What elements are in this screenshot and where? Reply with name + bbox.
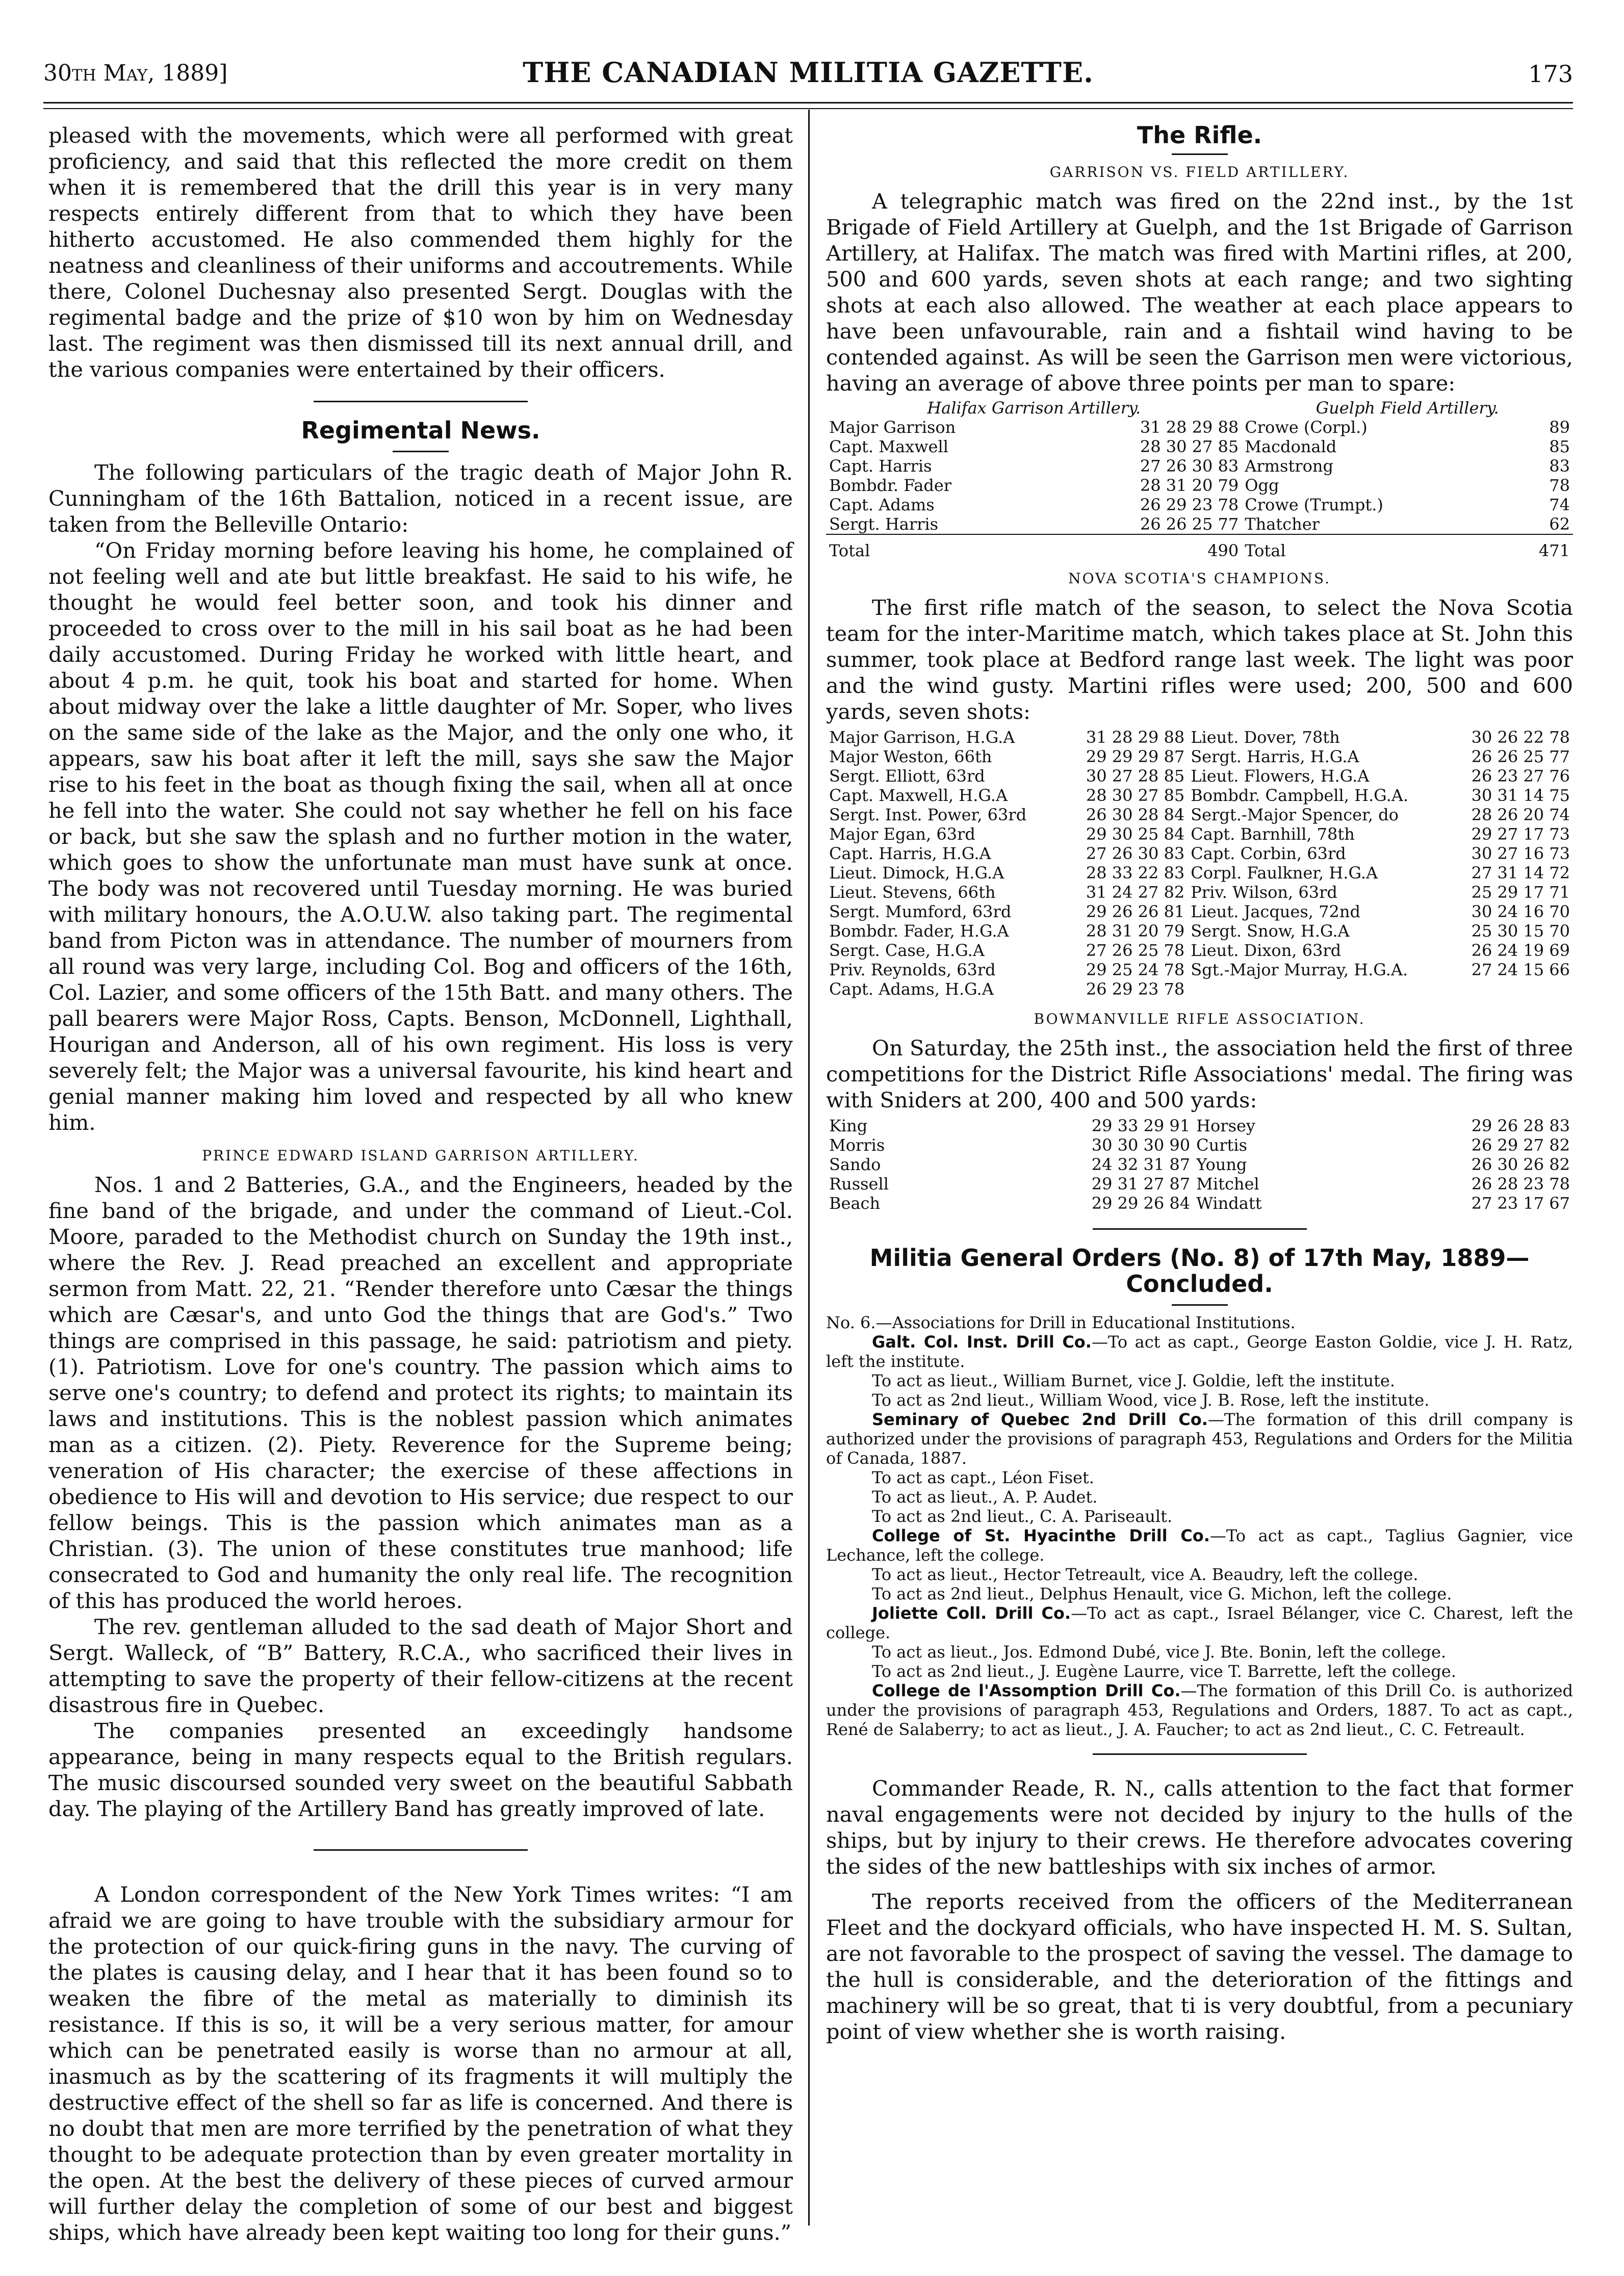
match2-score-table [826, 728, 1573, 999]
shooter-score: 26 24 19 69 [1471, 941, 1570, 960]
page-number: 173 [1528, 60, 1573, 88]
order-line: To act as lieut., A. P. Audet. [872, 1487, 1098, 1507]
intro-paragraph: pleased with the movements, which were all performed with great proficiency, and said that this reflected the more credit on them when it is remembered that the drill this year is in very many respects entirely different from that to which they have been hitherto accustomed. He also commended them highly for the neatness and cleanliness of their uniforms and accoutrements. While there, Colonel Duchesnay also presented Sergt. Douglas with the regimental badge and the prize of $10 won by him on Wednesday last. The regiment was then dismissed till its next annual drill, and the various companies were entertained by their officers. [48, 123, 793, 382]
rifle-heading: The Rifle. [1137, 121, 1262, 149]
regimental-news-heading: Regimental News. [301, 417, 540, 444]
match1-left-total: 490 [1059, 534, 1242, 560]
section-divider [314, 1849, 528, 1851]
shooter-name: Sergt. Case, H.G.A [829, 941, 985, 960]
shooter-score: 28 30 27 85 [1140, 437, 1239, 456]
shooter-name: Armstrong [1245, 456, 1333, 476]
shooter-name: Capt. Barnhill, 78th [1191, 824, 1355, 844]
shooter-score: 26 23 27 76 [1471, 766, 1570, 786]
section-divider [314, 401, 528, 402]
score-row [826, 960, 1573, 979]
shooter-name: Priv. Reynolds, 63rd [829, 960, 996, 979]
garrison-vs-field-heading: GARRISON VS. FIELD ARTILLERY. [1049, 164, 1350, 180]
order-line: To act as lieut., Jos. Edmond Dubé, vice J. Bte. Bonin, left the college. [872, 1642, 1447, 1662]
shooter-score: 28 33 22 83 [1086, 863, 1185, 883]
shooter-name: Major Garrison, H.G.A [829, 728, 1015, 747]
shooter-name: Capt. Harris [829, 456, 932, 476]
score-row [826, 863, 1573, 883]
score-row [826, 941, 1573, 960]
shooter-score: 28 26 20 74 [1471, 805, 1570, 824]
shooter-score: 29 31 27 87 [1091, 1174, 1191, 1194]
order-line: To act as 2nd lieut., William Wood, vice J. B. Rose, left the institute. [872, 1390, 1430, 1410]
order-line: To act as 2nd lieut., Delphus Henault, vice G. Michon, left the college. [872, 1584, 1452, 1603]
shooter-name: Sando [829, 1155, 881, 1174]
shooter-name: Capt. Harris, H.G.A [829, 844, 991, 863]
score-row [826, 418, 1573, 437]
nova-scotia-heading: NOVA SCOTIA'S CHAMPIONS. [1068, 570, 1331, 587]
shooter-score: 74 [1549, 495, 1570, 514]
shooter-name: Lieut. Dixon, 63rd [1191, 941, 1342, 960]
shooter-name: Crowe (Trumpt.) [1245, 495, 1383, 514]
shooter-name: Major Egan, 63rd [829, 824, 975, 844]
section-divider [1093, 1228, 1307, 1230]
score-row [826, 786, 1573, 805]
order-line: To act as 2nd lieut., J. Eugène Laurre, vice T. Barrette, left the college. [872, 1662, 1456, 1681]
pei-heading: PRINCE EDWARD ISLAND GARRISON ARTILLERY. [202, 1147, 639, 1164]
match1-score-table [826, 398, 1573, 560]
score-row [826, 766, 1573, 786]
shooter-score: 26 26 25 77 [1471, 747, 1570, 766]
shooter-name: King [829, 1116, 868, 1135]
order-line: To act as 2nd lieut., C. A. Pariseault. [872, 1507, 1173, 1526]
order-seminary: Seminary of Quebec 2nd Drill Co.—The formation of this drill company is authorized under the provisions of paragraph 453, Regulations and Orders for the Militia of Canada, 1887. [826, 1410, 1574, 1468]
shooter-score: 62 [1549, 514, 1570, 534]
shooter-name: Sergt. Harris [829, 514, 939, 534]
left-column [48, 122, 793, 2245]
shooter-score: 83 [1549, 456, 1570, 476]
shooter-score: 28 31 20 79 [1086, 921, 1185, 941]
header-rule-top [43, 102, 1573, 104]
score-row [826, 979, 1573, 999]
shooter-name: Bombdr. Fader, H.G.A [829, 921, 1009, 941]
shooter-name: Morris [829, 1135, 885, 1155]
shooter-score: 27 26 25 78 [1086, 941, 1185, 960]
order-st-hyacinthe: College of St. Hyacinthe Drill Co.—To act as capt., Taglius Gagnier, vice Lechance, left the college. [826, 1526, 1574, 1565]
score-row [826, 883, 1573, 902]
score-row [826, 902, 1573, 921]
score-row [826, 805, 1573, 824]
shooter-score: 31 28 29 88 [1086, 728, 1185, 747]
score-row [826, 514, 1573, 534]
shooter-name: Sergt. Elliott, 63rd [829, 766, 985, 786]
shooter-score: 29 30 25 84 [1086, 824, 1185, 844]
column-divider [808, 110, 810, 2226]
shooter-score: 89 [1549, 418, 1570, 437]
score-row [826, 476, 1573, 495]
shooter-score: 25 29 17 71 [1471, 883, 1570, 902]
shooter-name: Lieut. Jacques, 72nd [1191, 902, 1360, 921]
shooter-score: 26 26 25 77 [1140, 514, 1239, 534]
shooter-score: 27 24 15 66 [1471, 960, 1570, 979]
shooter-score: 28 30 27 85 [1086, 786, 1185, 805]
shooter-score: 26 30 26 82 [1471, 1155, 1570, 1174]
shooter-score: 26 30 28 84 [1086, 805, 1185, 824]
score-row [826, 1155, 1573, 1174]
shooter-score: 24 32 31 87 [1091, 1155, 1191, 1174]
sultan-paragraph: The reports received from the officers of the Mediterranean Fleet and the dockyard officials, who have inspected H. M. S. Sultan, are not favorable to the prospect of saving the vessel. The damage to the hull is considerable, and the deterioration of the fittings and machinery will be so great, that ti is very doubtful, from a pecuniary point of view whether she is worth raising. [826, 1889, 1573, 2044]
shooter-name: Lieut. Stevens, 66th [829, 883, 996, 902]
shooter-name: Ogg [1245, 476, 1279, 495]
pei-paragraph-3: The companies presented an exceedingly handsome appearance, being in many respects equal to the British regulars. The music discoursed sounded very sweet on the beautiful Sabbath day. The playing of the Artillery Band has greatly improved of late. [48, 1718, 793, 1821]
shooter-score: 26 28 23 78 [1471, 1174, 1570, 1194]
shooter-name: Bombdr. Campbell, H.G.A. [1191, 786, 1409, 805]
shooter-name: Horsey [1196, 1116, 1255, 1135]
shooter-name: Curtis [1196, 1135, 1247, 1155]
shooter-score: 27 26 30 83 [1140, 456, 1239, 476]
general-orders-body [826, 1313, 1573, 1739]
shooter-name: Corpl. Faulkner, H.G.A [1191, 863, 1378, 883]
shooter-name: Young [1196, 1155, 1247, 1174]
shooter-score: 27 26 30 83 [1086, 844, 1185, 863]
bowmanville-heading: BOWMANVILLE RIFLE ASSOCIATION. [1034, 1011, 1365, 1027]
order-line: To act as capt., Léon Fiset. [872, 1468, 1094, 1487]
shooter-name: Lieut. Dover, 78th [1191, 728, 1340, 747]
general-orders-heading: Militia General Orders (No. 8) of 17th May, 1889—Concluded. [869, 1244, 1530, 1298]
shooter-name: Sergt.-Major Spencer, do [1191, 805, 1399, 824]
shooter-score: 30 30 30 90 [1091, 1135, 1191, 1155]
shooter-score: 30 27 16 73 [1471, 844, 1570, 863]
score-row [826, 824, 1573, 844]
header-rule-bottom [43, 108, 1573, 109]
shooter-name: Capt. Maxwell [829, 437, 948, 456]
shooter-score: 29 25 24 78 [1086, 960, 1185, 979]
garrison-vs-field-paragraph: A telegraphic match was fired on the 22nd inst., by the 1st Brigade of Field Artillery at Guelph, and the 1st Brigade of Garrison Artillery, at Halifax. The match was fired with Martini rifles, at 200, 500 and 600 yards, seven shots at each range; and two sighting shots at each also allowed. The weather at each place appears to have been unfavourable, rain and a fishtail wind having to be contended against. As will be seen the Garrison men were victorious, having an average of above three points per man to spare: [826, 189, 1573, 396]
score-row [826, 1135, 1573, 1155]
section-divider [1093, 1753, 1307, 1755]
shooter-score: 78 [1549, 476, 1570, 495]
nova-scotia-paragraph: The first rifle match of the season, to select the Nova Scotia team for the inter-Maritime match, which takes place at St. John this summer, took place at Bedford range last week. The light was poor and the wind gusty. Martini rifles were used; 200, 500 and 600 yards, seven shots: [826, 595, 1573, 724]
shooter-score: 31 28 29 88 [1140, 418, 1239, 437]
shooter-name: Macdonald [1245, 437, 1337, 456]
shooter-name: Sergt. Mumford, 63rd [829, 902, 1012, 921]
match1-right-total-label: Total [1242, 534, 1505, 560]
pei-paragraph-1: Nos. 1 and 2 Batteries, G.A., and the Engineers, headed by the fine band of the brigade, and under the command of Lieut.-Col. Moore, paraded to the Methodist church on Sunday the 19th inst., where the Rev. J. Read preached an excellent and appropriate sermon from Matt. 22, 21. “Render therefore unto Cæsar the things which are Cæsar's, and unto God the things that are God's.” Two things are comprised in this passage, he said: patriotism and piety. (1). Patriotism. Love for one's country. The passion which aims to serve one's country; to defend and protect its rights; to maintain its laws and institutions. This is the noblest passion which animates man as a citizen. (2). Piety. Reverence for the Supreme being; veneration of His character; the exercise of these affections in obedience to His will and devotion to His service; due respect to our fellow beings. This is the passion which animates man as a Christian. (3). The union of these constitutes true manhood; life consecrated to God and humanity the only real life. The recognition of this has produced the world heroes. [48, 1172, 793, 1613]
score-row [826, 921, 1573, 941]
shooter-score: 30 27 28 85 [1086, 766, 1185, 786]
reade-paragraph: Commander Reade, R. N., calls attention to the fact that former naval engagements were not decided by injury to the hulls of the ships, but by injury to their crews. He therefore advocates covering the sides of the new battleships with six inches of armor. [826, 1776, 1573, 1879]
match1-right-heading: Guelph Field Artillery. [1316, 398, 1499, 418]
shooter-name: Beach [829, 1194, 881, 1213]
pei-paragraph-2: The rev. gentleman alluded to the sad death of Major Short and Sergt. Walleck, of “B” Battery, R.C.A., who sacrificed their lives in attempting to save the property of their fellow-citizens at the recent disastrous fire in Quebec. [48, 1614, 793, 1717]
match1-left-total-label: Total [826, 534, 1059, 560]
right-column [826, 122, 1573, 2045]
match1-right-total: 471 [1505, 534, 1573, 560]
score-row [826, 1194, 1573, 1213]
order-joliette: Joliette Coll. Drill Co.—To act as capt., Israel Bélanger, vice C. Charest, left the college. [826, 1603, 1574, 1642]
match3-score-table [826, 1116, 1573, 1213]
shooter-name: Sergt. Harris, H.G.A [1191, 747, 1359, 766]
shooter-score: 25 30 15 70 [1471, 921, 1570, 941]
shooter-score: 29 33 29 91 [1091, 1116, 1191, 1135]
score-row [826, 844, 1573, 863]
shooter-score: 30 31 14 75 [1471, 786, 1570, 805]
order-galt: Galt. Col. Inst. Drill Co.—To act as capt., George Easton Goldie, vice J. H. Ratz, left the institute. [826, 1332, 1574, 1371]
shooter-name: Priv. Wilson, 63rd [1191, 883, 1337, 902]
shooter-score: 29 29 29 87 [1086, 747, 1185, 766]
heading-underline [393, 451, 449, 452]
shooter-name: Windatt [1196, 1194, 1262, 1213]
order-no6: No. 6.—Associations for Drill in Educational Institutions. [826, 1313, 1296, 1332]
shooter-score: 26 29 23 78 [1140, 495, 1239, 514]
score-row [826, 495, 1573, 514]
shooter-name: Lieut. Dimock, H.G.A [829, 863, 1004, 883]
header-date: 30th May, 1889] [43, 60, 228, 86]
shooter-name: Major Garrison [829, 418, 956, 437]
shooter-score: 31 24 27 82 [1086, 883, 1185, 902]
shooter-score: 26 29 23 78 [1086, 979, 1185, 999]
shooter-name: Capt. Maxwell, H.G.A [829, 786, 1008, 805]
match1-left-heading: Halifax Garrison Artillery. [927, 398, 1141, 418]
order-assomption: College de l'Assomption Drill Co.—The formation of this Drill Co. is authorized under the provisions of paragraph 453, Regulations and Orders, 1887. To act as capt., René de Salaberry; to act as lieut., J. A. Faucher; to act as 2nd lieut., C. C. Fetreault. [826, 1681, 1574, 1739]
shooter-name: Crowe (Corpl.) [1245, 418, 1368, 437]
shooter-score: 27 31 14 72 [1471, 863, 1570, 883]
shooter-score: 28 31 20 79 [1140, 476, 1239, 495]
heading-underline [1172, 153, 1228, 155]
shooter-name: Bombdr. Fader [829, 476, 952, 495]
order-line: To act as lieut., Hector Tetreault, vice A. Beaudry, left the college. [872, 1565, 1419, 1584]
masthead-title: THE CANADIAN MILITIA GAZETTE. [523, 56, 1094, 89]
shooter-name: Sergt. Snow, H.G.A [1191, 921, 1350, 941]
regimental-paragraph-2: “On Friday morning before leaving his home, he complained of not feeling well and ate but little breakfast. He said to his wife, he thought he would feel better soon, and took his dinner and proceeded to cross over to the mill in his sail boat as he had been daily accustomed. During Friday he worked with little heart, and about 4 p.m. he quit, took his boat and started for home. When about midway over the lake a little daughter of Mr. Soper, who lives on the same side of the lake as the Major, and the only one who, it appears, saw his boat after it left the mill, says she saw the Major rise to his feet in the boat as though fixing the sail, when all at once he fell into the water. She could not say whether he fell on his face or back, but she saw the splash and no further motion in the water, which goes to show the unfortunate man must have sunk at once. The body was not recovered until Tuesday morning. He was buried with military honours, the A.O.U.W. also taking part. The regimental band from Picton was in attendance. The number of mourners from all round was very large, including Col. Bog and officers of the 16th, Col. Lazier, and some officers of the 15th Batt. and many others. The pall bearers were Major Ross, Capts. Benson, McDonnell, Lighthall, Hourigan and Anderson, all of his own regiment. His loss is very severely felt; the Major was a universal favourite, his kind heart and genial manner making him loved and respected by all who knew him. [48, 538, 793, 1135]
shooter-score: 29 26 26 81 [1086, 902, 1185, 921]
regimental-paragraph-1: The following particulars of the tragic death of Major John R. Cunningham of the 16th Battalion, noticed in a recent issue, are taken from the Belleville Ontario: [48, 460, 793, 537]
shooter-name: Capt. Adams [829, 495, 935, 514]
score-row [826, 747, 1573, 766]
score-row [826, 437, 1573, 456]
shooter-score: 29 27 17 73 [1471, 824, 1570, 844]
shooter-name: Sgt.-Major Murray, H.G.A. [1191, 960, 1408, 979]
order-line: To act as lieut., William Burnet, vice J. Goldie, left the institute. [872, 1371, 1395, 1390]
score-row [826, 1116, 1573, 1135]
score-row [826, 456, 1573, 476]
shooter-score: 30 24 16 70 [1471, 902, 1570, 921]
shooter-name: Lieut. Flowers, H.G.A [1191, 766, 1370, 786]
score-row [826, 728, 1573, 747]
shooter-name: Mitchel [1196, 1174, 1259, 1194]
shooter-score: 27 23 17 67 [1471, 1194, 1570, 1213]
shooter-score: 30 26 22 78 [1471, 728, 1570, 747]
shooter-score: 26 29 27 82 [1471, 1135, 1570, 1155]
shooter-name: Russell [829, 1174, 889, 1194]
shooter-name: Capt. Corbin, 63rd [1191, 844, 1346, 863]
shooter-name: Major Weston, 66th [829, 747, 992, 766]
heading-underline [1172, 1304, 1228, 1306]
shooter-name: Capt. Adams, H.G.A [829, 979, 994, 999]
bowmanville-paragraph: On Saturday, the 25th inst., the association held the first of three competitions for the District Rifle Associations' medal. The firing was with Sniders at 200, 400 and 500 yards: [826, 1036, 1573, 1113]
london-paragraph: A London correspondent of the New York Times writes: “I am afraid we are going to have trouble with the subsidiary armour for the protection of our quick-firing guns in the navy. The curving of the plates is causing delay, and I hear that it has been found so to weaken the fibre of the metal as materially to diminish its resistance. If this is so, it will be a very serious matter, for amour which can be penetrated easily is worse than no armour at all, inasmuch as by the scattering of its fragments it will multiply the destructive effect of the shell so far as life is concerned. And there is no doubt that men are more terrified by the penetration of what they thought to be adequate protection than by even greater mortality in the open. At the best the delivery of these pieces of curved armour will further delay the completion of some of our best and biggest ships, which have already been kept waiting too long for their guns.” [48, 1882, 793, 2245]
shooter-score: 29 29 26 84 [1091, 1194, 1191, 1213]
shooter-score: 29 26 28 83 [1471, 1116, 1570, 1135]
shooter-score: 85 [1549, 437, 1570, 456]
page-header [43, 56, 1573, 92]
shooter-name: Thatcher [1245, 514, 1320, 534]
shooter-name: Sergt. Inst. Power, 63rd [829, 805, 1027, 824]
score-row [826, 1174, 1573, 1194]
